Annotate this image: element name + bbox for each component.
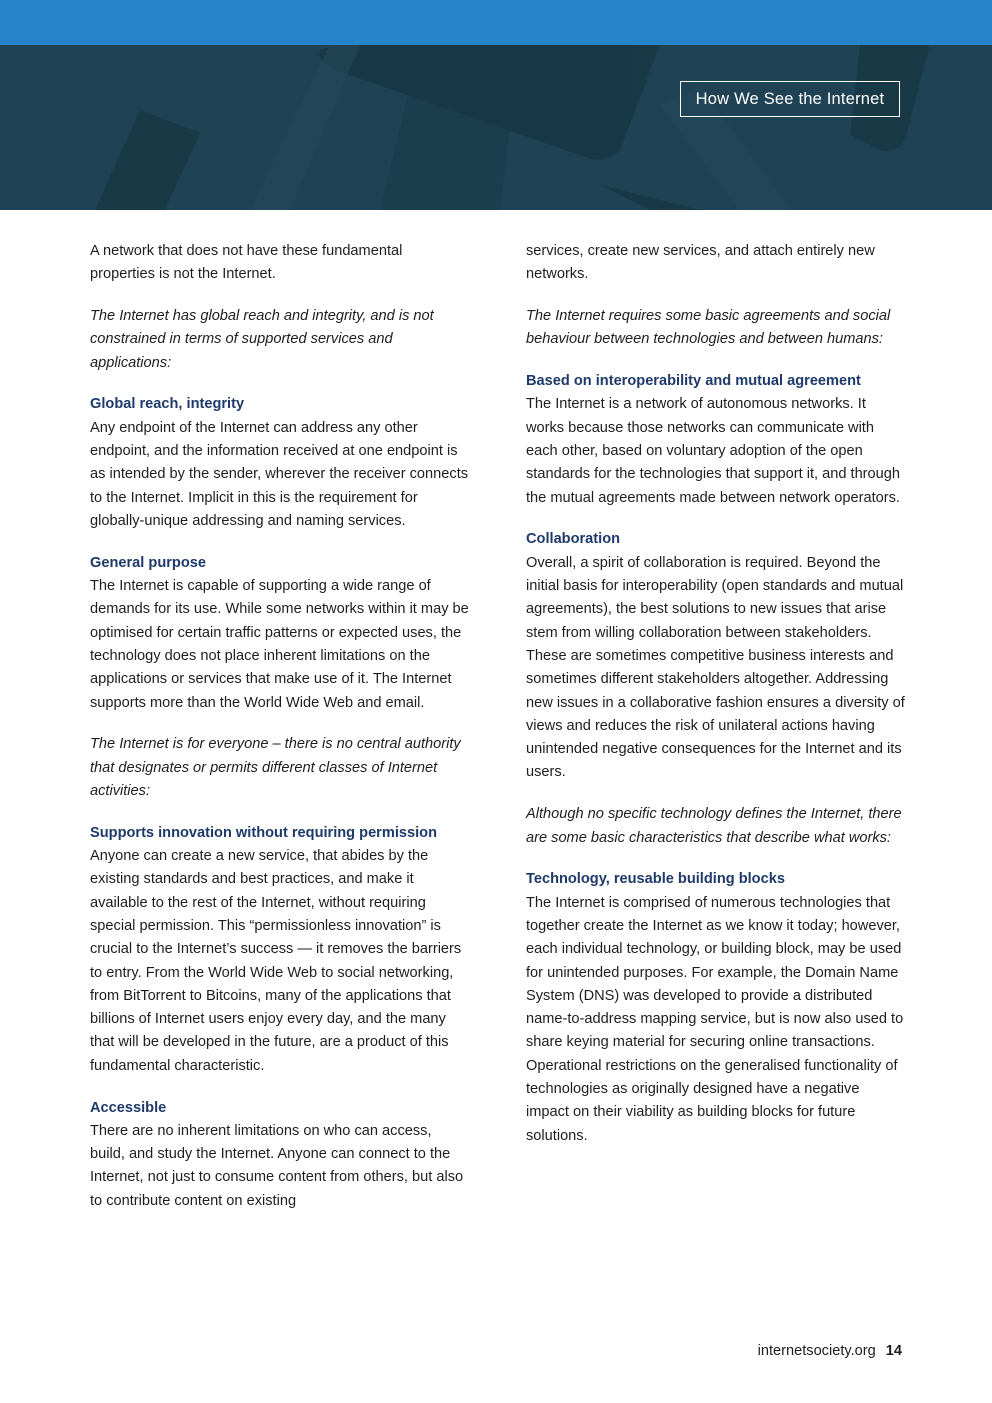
footer-site[interactable]: internetsociety.org (757, 1343, 876, 1359)
italic-intro: The Internet is for everyone – there is no central authority that designates or permits different classes of Internet activities: (90, 736, 461, 799)
paragraph: A network that does not have these fundamental properties is not the Internet. (90, 243, 403, 283)
section-heading: General purpose (90, 554, 206, 571)
left-column (90, 240, 470, 1231)
banner-decoration (0, 45, 992, 210)
section-heading: Collaboration (526, 531, 621, 548)
section-body: The Internet is capable of supporting a wide range of demands for its use. While some networks within it may be optimised for certain traffic patterns or expected uses, the technology does not place inherent limitations on the applications or services that make use of it. The Internet supports more than the World Wide Web and email. (90, 578, 469, 711)
section-title-box: How We See the Internet (680, 81, 900, 117)
section-body: The Internet is comprised of numerous technologies that together create the Internet as we know it today; however, each individual technology, or building block, may be used for unintended purposes. For example, the Domain Name System (DNS) was developed to provide a distributed name-to-address mapping service, but is now also used to share keying material for securing online transactions. Operational restrictions on the generalised functionality of technologies as originally designed have a negative impact on their viability as building blocks for future solutions. (526, 894, 904, 1144)
section-body: Any endpoint of the Internet can address any other endpoint, and the information received at one endpoint is as intended by the sender, wherever the receiver connects to the Internet. Implicit in this is the requirement for globally-unique addressing and naming services. (90, 419, 469, 529)
paragraph: services, create new services, and attach entirely new networks. (526, 243, 875, 283)
section-heading: Technology, reusable building blocks (526, 871, 785, 888)
section-body: There are no inherent limitations on who can access, build, and study the Internet. Anyone can connect to the Internet, not just to consume content from others, but also to contribute content on existing (90, 1122, 464, 1209)
section-interoperability (526, 370, 906, 510)
section-accessible (90, 1097, 470, 1213)
section-permissionless-innovation (90, 822, 470, 1078)
section-collaboration (526, 528, 906, 784)
section-body: Anyone can create a new service, that abides by the existing standards and best practices, and make it available to the rest of the Internet, without requiring special permission. This “permissionless innovation” is crucial to the Internet’s success — it removes the barriers to entry. From the World Wide Web to social networking, from BitTorrent to Bitcoins, many of the applications that billions of Internet users enjoy every day, and the many that will be developed in the future, are a product of this fundamental characteristic. (90, 848, 462, 1074)
section-heading: Supports innovation without requiring permission (90, 824, 438, 841)
page-number: 14 (885, 1343, 902, 1359)
section-global-reach (90, 393, 470, 533)
section-body: The Internet is a network of autonomous networks. It works because those networks can communicate with each other, based on voluntary adoption of the open standards for the technologies that support it, and through the mutual agreements made between network operators. (526, 396, 901, 506)
right-column (526, 240, 906, 1166)
italic-intro: The Internet has global reach and integrity, and is not constrained in terms of supported services and applications: (90, 308, 434, 371)
section-body: Overall, a spirit of collaboration is required. Beyond the initial basis for interoperability (open standards and mutual agreements), the best solutions to new issues that arise stem from willing collaboration between stakeholders. These are sometimes competitive business interests and sometimes different stakeholders altogether. Addressing new issues in a collaborative fashion ensures a diversity of views and reduces the risk of unilateral actions having unintended negative consequences for the Internet and its users. (526, 554, 905, 781)
section-building-blocks (526, 868, 906, 1148)
italic-intro: The Internet requires some basic agreements and social behaviour between technologies and between humans: (526, 308, 891, 348)
italic-intro: Although no specific technology defines the Internet, there are some basic characteristics that describe what works: (526, 806, 902, 846)
header-banner (0, 45, 992, 210)
section-heading: Accessible (90, 1099, 167, 1116)
section-heading: Global reach, integrity (90, 396, 245, 413)
section-heading: Based on interoperability and mutual agreement (526, 373, 861, 390)
page-footer (758, 1343, 902, 1359)
section-general-purpose (90, 552, 470, 715)
top-accent-bar (0, 0, 992, 45)
